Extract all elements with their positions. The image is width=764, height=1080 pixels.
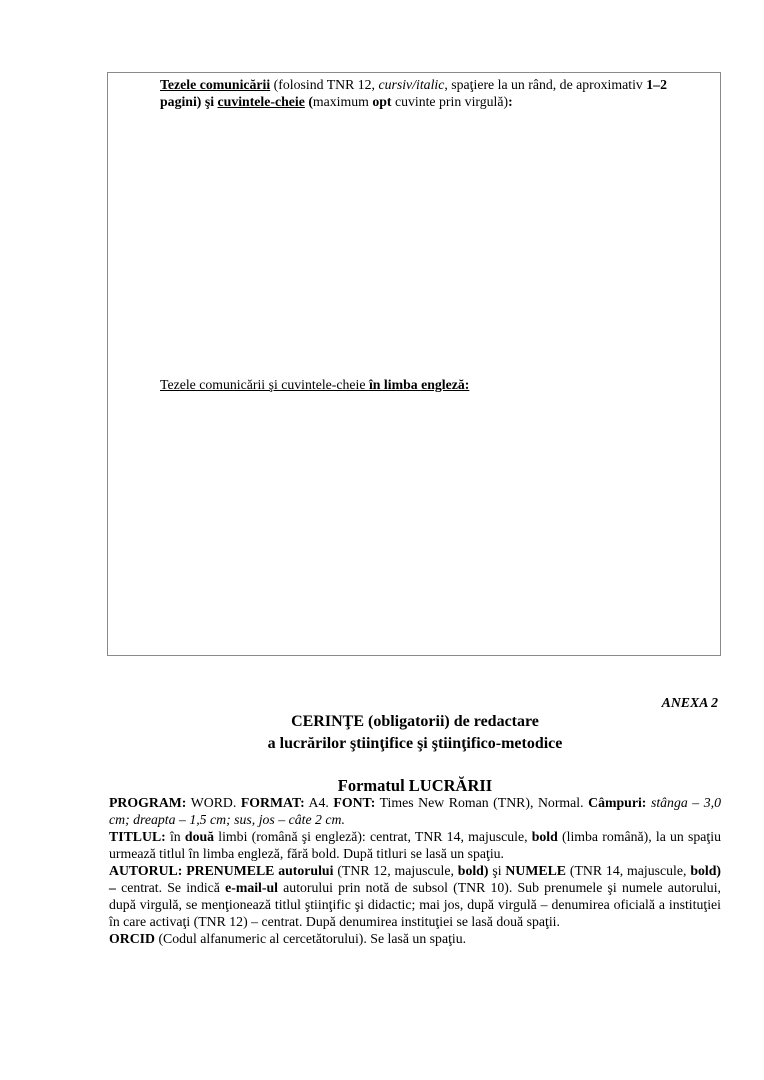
rule-program: PROGRAM: WORD. FORMAT: A4. FONT: Times New Roman (TNR), Normal. Câmpuri: stânga – 3,0 cm; dreapta – 1,5 cm; sus, jos – câte 2 cm.	[109, 795, 721, 827]
abstract-instruction-ro: Tezele comunicării (folosind TNR 12, cursiv/italic, spaţiere la un rând, de aproximativ 1–2 pagini) şi cuvintele-cheie (maximum opt cuvinte prin virgulă):	[160, 77, 667, 109]
format-rules	[109, 794, 721, 947]
requirements-title: CERINŢE (obligatorii) de redactare	[291, 713, 539, 730]
rule-orcid: ORCID (Codul alfanumeric al cercetătorului). Se lasă un spaţiu.	[109, 931, 467, 946]
keywords-label: cuvintele-cheie	[217, 94, 305, 109]
abstract-frame	[107, 72, 721, 656]
format-heading: Formatul LUCRĂRII	[337, 776, 493, 795]
annex-label: ANEXA 2	[661, 695, 718, 710]
abstract-instruction-en: Tezele comunicării şi cuvintele-cheie în limba engleză:	[160, 377, 470, 392]
requirements-subtitle: a lucrărilor ştiinţifice şi ştiinţifico-metodice	[267, 735, 563, 752]
rule-author: AUTORUL: PRENUMELE autorului (TNR 12, majuscule, bold) şi NUMELE (TNR 14, majuscule, bold) – centrat. Se indică e-mail-ul autorului prin notă de subsol (TNR 10). Sub prenumele şi numele autorului, după virgulă, se menţionează titlul ştiinţific şi didactic; mai jos, după virgulă – denumirea oficială a instituţiei în care activaţi (TNR 12) – centrat. După denumirea instituţiei se lasă două spaţii.	[109, 863, 721, 929]
rule-title: TITLUL: în două limbi (română şi engleză): centrat, TNR 14, majuscule, bold (limba română), la un spaţiu urmează titlul în limba engleză, fără bold. După titluri se lasă un spaţiu.	[109, 829, 721, 861]
abstract-label: Tezele comunicării	[160, 77, 271, 92]
